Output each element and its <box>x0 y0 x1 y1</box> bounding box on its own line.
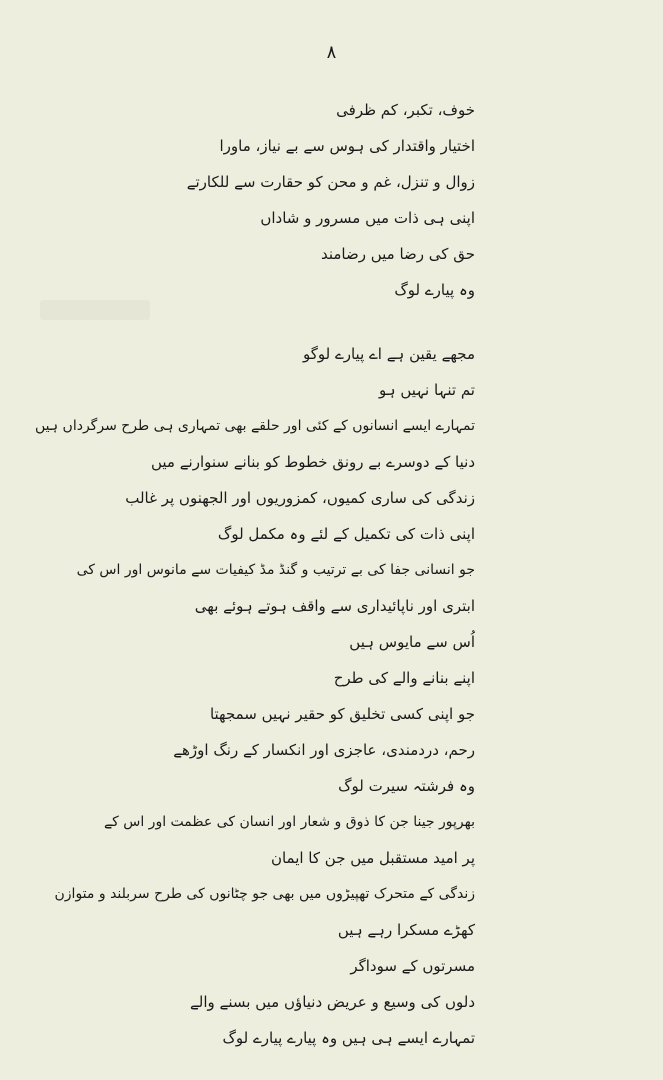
show-through-smudge <box>40 300 150 320</box>
poem-line: جو اپنی کسی تخلیق کو حقیر نہیں سمجھتا <box>209 705 475 723</box>
stanza-2 <box>35 336 475 1056</box>
poem-line: پر امید مستقبل میں جن کا ایمان <box>270 849 475 867</box>
poem-line: اُس سے مایوس ہیں <box>349 633 475 651</box>
poem-line: رحم، دردمندی، عاجزی اور انکسار کے رنگ اوڑھے <box>173 741 475 759</box>
poem-line: وہ فرشتہ سیرت لوگ <box>338 777 475 795</box>
poem-line: اختیار واقتدار کی ہوس سے بے نیاز، ماورا <box>219 137 475 155</box>
poem-line: تمہارے ایسے ہی ہیں وہ پیارے پیارے لوگ <box>222 1029 475 1047</box>
poem-line: اپنی ہی ذات میں مسرور و شاداں <box>260 209 475 227</box>
poem-line: دنیا کے دوسرے بے رونق خطوط کو بنانے سنوارنے میں <box>150 453 475 471</box>
poem-line: ابتری اور ناپائیداری سے واقف ہوتے ہوئے بھی <box>194 597 475 615</box>
poem-line: جو انسانی جفا کی بے ترتیب و گنڈ مڈ کیفیات سے مانوس اور اس کی <box>76 562 475 578</box>
poem-line: خوف، تکبر، کم ظرفی <box>336 101 475 119</box>
stanza-gap <box>150 308 475 336</box>
poem-line: تمہارے ایسے انسانوں کے کئی اور حلقے بھی تمہاری ہی طرح سرگرداں ہیں <box>35 418 475 434</box>
poem-line: دلوں کی وسیع و عریض دنیاؤں میں بسنے والے <box>190 993 475 1011</box>
poem-line: بھرپور جینا جن کا ذوق و شعار اور انسان کی عظمت اور اس کے <box>103 814 475 830</box>
poem-line: تم تنہا نہیں ہو <box>379 381 475 399</box>
stanza-1 <box>150 92 475 308</box>
poem-line: اپنی ذات کی تکمیل کے لئے وہ مکمل لوگ <box>217 525 475 543</box>
poem-line: حق کی رضا میں رضامند <box>320 245 475 263</box>
poem-line: زوال و تنزل، غم و محن کو حقارت سے للکارتے <box>186 173 475 191</box>
poem-body <box>35 92 475 1056</box>
poem-line: زندگی کے متحرک تھپیڑوں میں بھی جو چٹانوں کی طرح سربلند و متوازن <box>54 886 475 902</box>
poem-line: مسرتوں کے سوداگر <box>350 957 475 975</box>
poem-line: کھڑے مسکرا رہے ہیں <box>337 921 475 939</box>
page-number: ۸ <box>326 42 337 63</box>
poem-line: اپنے بنانے والے کی طرح <box>333 669 475 687</box>
poem-line: مجھے یقین ہے اے پیارے لوگو <box>302 345 475 363</box>
poem-line: زندگی کی ساری کمیوں، کمزوریوں اور الجھنوں پر غالب <box>125 489 475 507</box>
poem-line: وہ پیارے لوگ <box>394 281 475 299</box>
